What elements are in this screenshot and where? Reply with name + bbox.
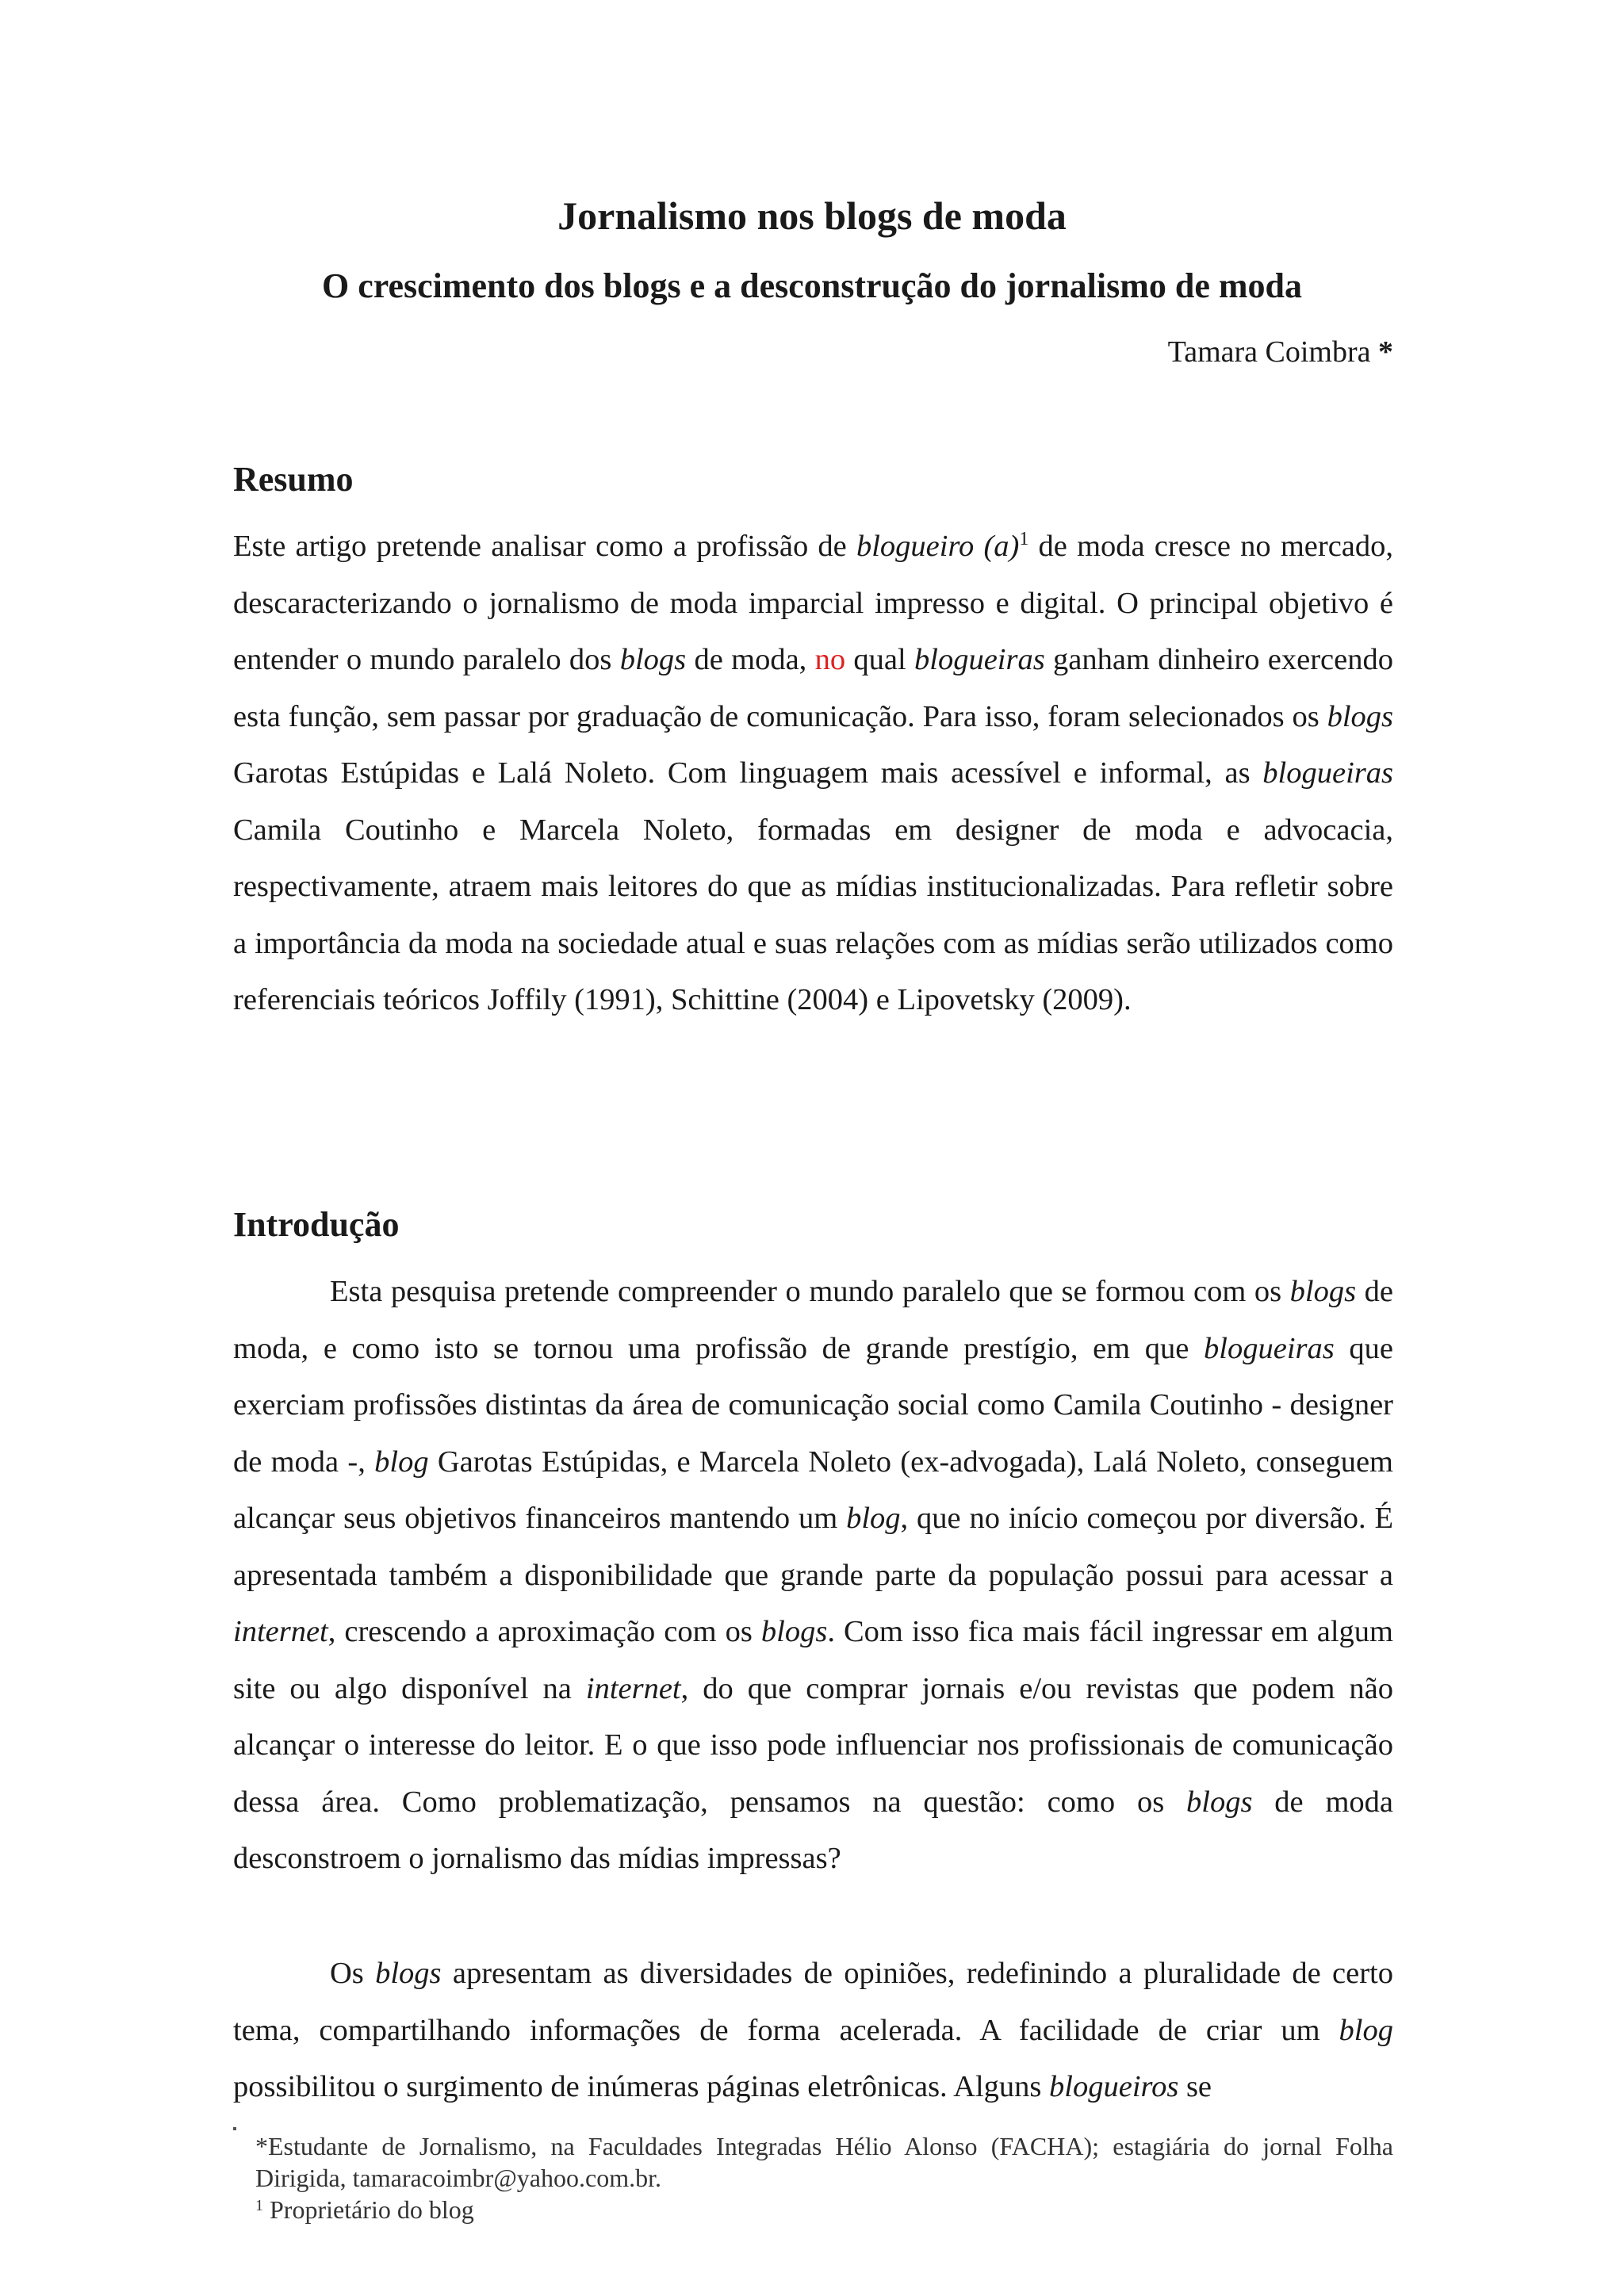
section-heading-introducao: Introdução — [233, 1205, 400, 1244]
footnote-ref-1: 1 — [1019, 529, 1029, 549]
article-subtitle: O crescimento dos blogs e a desconstrução do jornalismo de moda — [321, 266, 1303, 305]
intro-paragraph-2: Os blogs apresentam as diversidades de opiniões, redefinindo a pluralidade de certo tema, compartilhando informações de forma acelerada. A facilidade de criar um blog possibilitou o surgimento de inúmeras páginas eletrônicas. Alguns blogueiros se — [233, 1957, 1393, 2103]
footnote-author: *Estudante de Jornalismo, na Faculdades Integradas Hélio Alonso (FACHA); estagiária do jornal Folha Dirigida, tamaracoimbr@yahoo.com.br. — [255, 2132, 1393, 2192]
highlighted-word: no — [814, 643, 846, 676]
footnotes — [233, 2127, 1393, 2225]
intro-paragraph-1: Esta pesquisa pretende compreender o mundo paralelo que se formou com os blogs de moda, e como isto se tornou uma profissão de grande prestígio, em que blogueiras que exerciam profissões distintas da área de comunicação social como Camila Coutinho - designer de moda -, blog Garotas Estúpidas, e Marcela Noleto (ex-advogada), Lalá Noleto, conseguem alcançar seus objetivos financeiros mantendo um blog, que no início começou por diversão. É apresentada também a disponibilidade que grande parte da população possui para acessar a internet, crescendo a aproximação com os blogs. Com isso fica mais fácil ingressar em algum site ou algo disponível na internet, do que comprar jornais e/ou revistas que podem não alcançar o interesse do leitor. E o que isso pode influenciar nos profissionais de comunicação dessa área. Como problematização, pensamos na questão: como os blogs de moda desconstroem o jornalismo das mídias impressas? — [233, 1275, 1393, 1875]
footnote-1-mark: 1 — [255, 2197, 263, 2214]
abstract-paragraph: Este artigo pretende analisar como a profissão de blogueiro (a)$^1$ de moda cresce no mercado, descaracterizando o jornalismo de moda imparcial impresso e digital. O principal objetivo é entender o mundo paralelo dos blogs de moda, no qual blogueiras ganham dinheiro exercendo esta função, sem passar por graduação de comunicação. Para isso, foram selecionados os blogs Garotas Estúpidas e Lalá Noleto. Com linguagem mais acessível e informal, as blogueiras Camila Coutinho e Marcela Noleto, formadas em designer de moda e advocacia, respectivamente, atraem mais leitores do que as mídias institucionalizadas. Para refletir sobre a importância da moda na sociedade atual e suas relações com as mídias serão utilizados como referenciais teóricos Joffily (1991), Schittine (2004) e Lipovetsky (2009). — [233, 529, 1393, 1016]
article-title: Jornalismo nos blogs de moda — [557, 193, 1067, 238]
section-heading-resumo: Resumo — [233, 460, 354, 499]
footnote-1: $^1$ Proprietário do blog — [255, 2195, 474, 2224]
author-footnote-mark: * — [1378, 335, 1393, 369]
author-line — [1168, 333, 1393, 371]
footnote-separator — [233, 2127, 236, 2130]
author-name: Tamara Coimbra — [1167, 335, 1371, 369]
